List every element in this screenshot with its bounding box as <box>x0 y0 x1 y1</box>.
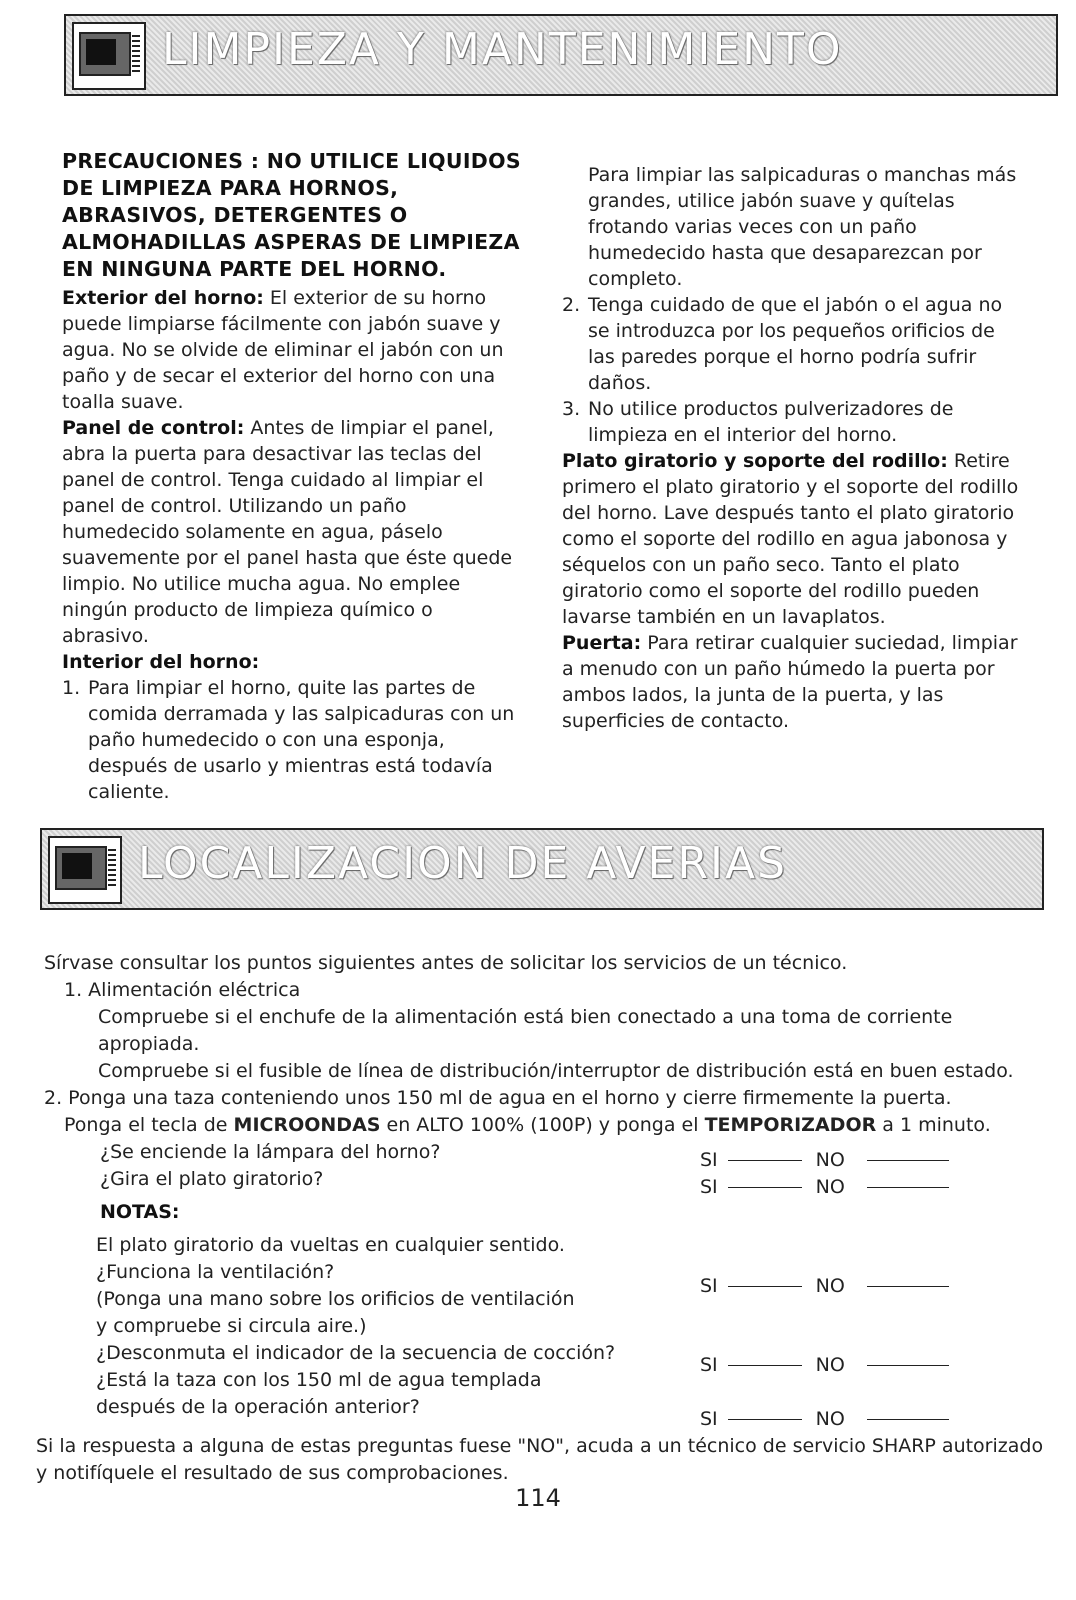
section-title: LIMPIEZA Y MANTENIMIENTO <box>162 24 843 75</box>
item-2: 2. Ponga una taza conteniendo unos 150 ml de agua en el horno y cierre firmemente la puerta. <box>44 1087 952 1109</box>
list-item: 2. Tenga cuidado de que el jabón o el agua no se introduzca por los pequeños orificios de las paredes porque el horno podría sufrir daños. <box>562 294 1003 394</box>
microwave-icon <box>48 836 122 904</box>
ventilation-note: y compruebe si circula aire.) <box>96 1315 367 1337</box>
answer-fields[interactable]: SI NO <box>700 1174 949 1201</box>
question-5a: ¿Está la taza con los 150 ml de agua templada <box>96 1369 542 1391</box>
exterior-heading: Exterior del horno: <box>62 287 264 309</box>
intro-text: Sírvase consultar los puntos siguientes antes de solicitar los servicios de un técnico. <box>44 952 848 974</box>
answer-fields[interactable]: SI NO <box>700 1352 949 1379</box>
plato-text: Retire primero el plato giratorio y el soporte del rodillo del horno. Lave después tanto el plato giratorio como el soporte del rodillo en agua jabonosa y séquelos con un paño seco. Tanto el plato giratorio como el soporte del rodillo pueden lavarse también en un lavaplatos. <box>562 450 1019 628</box>
list-item: Para limpiar las salpicaduras o manchas más grandes, utilice jabón suave y quítelas frotando varias veces con un paño humedecido hasta que desaparezcan por completo. <box>588 164 1017 290</box>
section-banner-limpieza <box>64 14 1058 96</box>
list-item: 3. No utilice productos pulverizadores de limpieza en el interior del horno. <box>562 398 954 446</box>
answer-fields[interactable]: SI NO <box>700 1406 949 1433</box>
section-banner-averias <box>40 828 1044 910</box>
puerta-text: Para retirar cualquier suciedad, limpiar a menudo con un paño húmedo la puerta por ambos lados, la junta de la puerta, y las superficies de contacto. <box>562 632 1018 732</box>
troubleshooting-content <box>36 950 1044 1487</box>
right-column <box>562 162 1024 734</box>
item-1: 1. Alimentación eléctrica <box>64 979 301 1001</box>
exterior-paragraph <box>62 285 524 415</box>
list-item: 1. Para limpiar el horno, quite las partes de comida derramada y las salpicaduras con un paño humedecido o con una esponja, después de usarlo y mientras está todavía caliente. <box>62 677 515 803</box>
notas-heading: NOTAS: <box>100 1201 180 1223</box>
puerta-paragraph <box>562 630 1024 734</box>
answer-fields[interactable]: SI NO <box>700 1147 949 1174</box>
section-title: LOCALIZACION DE AVERIAS <box>138 838 788 889</box>
closing-text: Si la respuesta a alguna de estas preguntas fuese "NO", acuda a un técnico de servicio SHARP autorizado y notifíquele el resultado de sus comprobaciones. <box>36 1435 1044 1484</box>
plato-heading: Plato giratorio y soporte del rodillo: <box>562 450 948 472</box>
question-row: ¿Gira el plato giratorio? SI NO <box>44 1166 1044 1193</box>
check-1: Compruebe si el enchufe de la alimentación está bien conectado a una toma de corriente apropiada. <box>98 1006 953 1055</box>
instruction: Ponga el tecla de MICROONDAS en ALTO 100% (100P) y ponga el TEMPORIZADOR a 1 minuto. <box>64 1114 991 1136</box>
plato-paragraph <box>562 448 1024 630</box>
panel-text: Antes de limpiar el panel, abra la puerta para desactivar las teclas del panel de control. Tenga cuidado al limpiar el panel de control. Utilizando un paño humedecido solamente en agua, páselo suavemente por el panel hasta que éste quede limpio. No utilice mucha agua. No emplee ningún producto de limpieza químico o abrasivo. <box>62 417 513 647</box>
panel-heading: Panel de control: <box>62 417 245 439</box>
microwave-icon <box>72 22 146 90</box>
page-number: 114 <box>515 1484 561 1512</box>
question-row: ¿Se enciende la lámpara del horno? SI NO <box>44 1139 1044 1166</box>
ventilation-note: (Ponga una mano sobre los orificios de ventilación <box>96 1288 575 1310</box>
check-2: Compruebe si el fusible de línea de distribución/interruptor de distribución está en buen estado. <box>98 1060 1014 1082</box>
exterior-text: El exterior de su horno puede limpiarse fácilmente con jabón suave y agua. No se olvide de eliminar el jabón con un paño y de secar el exterior del horno con una toalla suave. <box>62 287 504 413</box>
nota-text: El plato giratorio da vueltas en cualquier sentido. <box>96 1234 565 1256</box>
question-row: después de la operación anterior? SI NO <box>44 1394 1044 1421</box>
puerta-heading: Puerta: <box>562 632 642 654</box>
warning-text: PRECAUCIONES : NO UTILICE LIQUIDOS DE LIMPIEZA PARA HORNOS, ABRASIVOS, DETERGENTES O ALMOHADILLAS ASPERAS DE LIMPIEZA EN NINGUNA PARTE DEL HORNO. <box>62 149 521 281</box>
panel-paragraph <box>62 415 524 649</box>
left-column <box>62 148 524 805</box>
answer-fields[interactable]: SI NO <box>700 1273 949 1300</box>
question-row: ¿Desconmuta el indicador de la secuencia de cocción? SI NO <box>44 1340 1044 1367</box>
question-row: ¿Funciona la ventilación? SI NO <box>44 1259 1044 1286</box>
interior-heading: Interior del horno: <box>62 651 260 673</box>
